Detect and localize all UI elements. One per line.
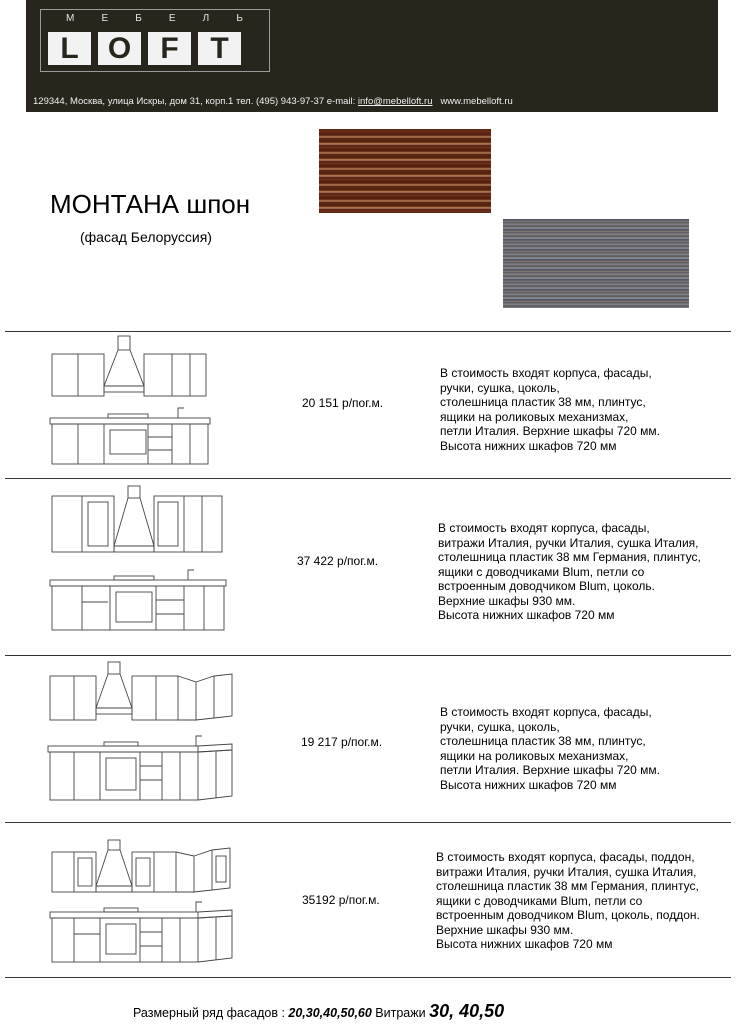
desc-line: В стоимость входят корпуса, фасады, [440, 705, 652, 719]
logo-top-letter: М [66, 13, 76, 24]
desc-line: столешница пластик 38 мм Германия, плинтус, [438, 550, 701, 564]
desc-line: столешница пластик 38 мм, плинтус, [440, 734, 646, 748]
desc-line: Верхние шкафы 930 мм. [438, 593, 576, 608]
wood-swatch-dark [319, 129, 491, 213]
desc-line: Высота нижних шкафов 720 мм [440, 438, 617, 453]
kitchen-drawing-straight [48, 334, 214, 470]
logo-letter-box: L [48, 32, 91, 65]
desc-line: Высота нижних шкафов 720 мм [436, 937, 613, 951]
website-link[interactable]: www.mebelloft.ru [440, 96, 513, 107]
desc-line: ручки, сушка, цоколь, [440, 719, 560, 734]
vitrazhi-label: Витражи [371, 1006, 430, 1020]
mebel-loft-logo[interactable] [40, 9, 270, 72]
item-description [440, 366, 660, 453]
logo-top-letter: Е [168, 13, 177, 24]
section-divider [5, 655, 731, 656]
logo-top-letter: Ь [236, 13, 244, 24]
logo-letter-boxes [48, 32, 241, 65]
logo-top-letter: Л [202, 13, 211, 24]
desc-line: ящики с доводчиками Blum, петли со [436, 893, 643, 908]
kitchen-drawing-vitrine [48, 484, 230, 636]
desc-line: встроенным доводчиком Blum, цоколь. [438, 579, 655, 593]
desc-line: ящики с доводчиками Blum, петли со [438, 564, 645, 579]
desc-line: ящики на роликовых механизмах, [440, 409, 629, 424]
desc-line: столешница пластик 38 мм, плинтус, [440, 395, 646, 409]
item-description [436, 850, 700, 952]
contact-address: 129344, Москва, улица Искры, дом 31, корп.1 тел. (495) 943-97-37 e-mail: [33, 96, 358, 107]
page-subtitle: (фасад Белоруссия) [80, 229, 212, 245]
desc-line: ящики на роликовых механизмах, [440, 748, 629, 763]
section-divider [5, 822, 731, 823]
desc-line: Высота нижних шкафов 720 мм [438, 608, 615, 622]
footer-label: Размерный ряд фасадов : [133, 1006, 289, 1020]
item-description [438, 521, 701, 623]
section-divider [5, 331, 731, 332]
desc-line: В стоимость входят корпуса, фасады, [438, 521, 650, 535]
desc-line: петли Италия. Верхние шкафы 720 мм. [440, 424, 660, 438]
logo-top-word [41, 13, 269, 27]
facade-sizes: 20,30,40,50,60 [288, 1006, 372, 1020]
logo-top-letter: Е [101, 13, 110, 24]
logo-letter-box: T [198, 32, 241, 65]
kitchen-drawing-corner-vitrine [46, 838, 236, 968]
email-link[interactable]: info@mebelloft.ru [357, 96, 433, 107]
desc-line: петли Италия. Верхние шкафы 720 мм. [440, 763, 660, 777]
desc-line: В стоимость входят корпуса, фасады, поддон, [436, 850, 695, 864]
desc-line: столешница пластик 38 мм Германия, плинтус, [436, 879, 699, 893]
vitrazhi-sizes: 30, 40,50 [429, 1001, 505, 1021]
desc-line: ручки, сушка, цоколь, [440, 380, 560, 395]
logo-top-letter: Б [135, 13, 143, 24]
item-price: 20 151 р/пог.м. [302, 396, 384, 410]
item-price: 19 217 р/пог.м. [301, 735, 383, 749]
desc-line: Верхние шкафы 930 мм. [436, 922, 574, 937]
desc-line: Высота нижних шкафов 720 мм [440, 777, 617, 792]
contact-line [33, 96, 513, 107]
section-divider [5, 478, 731, 479]
logo-letter-box: F [148, 32, 191, 65]
wood-swatch-grey [503, 219, 689, 308]
item-price: 37 422 р/пог.м. [297, 554, 379, 568]
item-description [440, 705, 660, 792]
desc-line: встроенным доводчиком Blum, цоколь, поддон. [436, 908, 700, 922]
section-divider [5, 977, 731, 978]
item-price: 35192 р/пог.м. [302, 893, 380, 907]
facade-size-footer [133, 1001, 504, 1022]
header-banner [26, 0, 718, 112]
desc-line: витражи Италия, ручки Италия, сушка Италия, [436, 864, 697, 879]
desc-line: витражи Италия, ручки Италия, сушка Италия, [438, 535, 699, 550]
kitchen-drawing-corner [46, 660, 236, 806]
logo-letter-box: O [98, 32, 141, 65]
desc-line: В стоимость входят корпуса, фасады, [440, 366, 652, 380]
page-title: МОНТАНА шпон [50, 189, 251, 219]
